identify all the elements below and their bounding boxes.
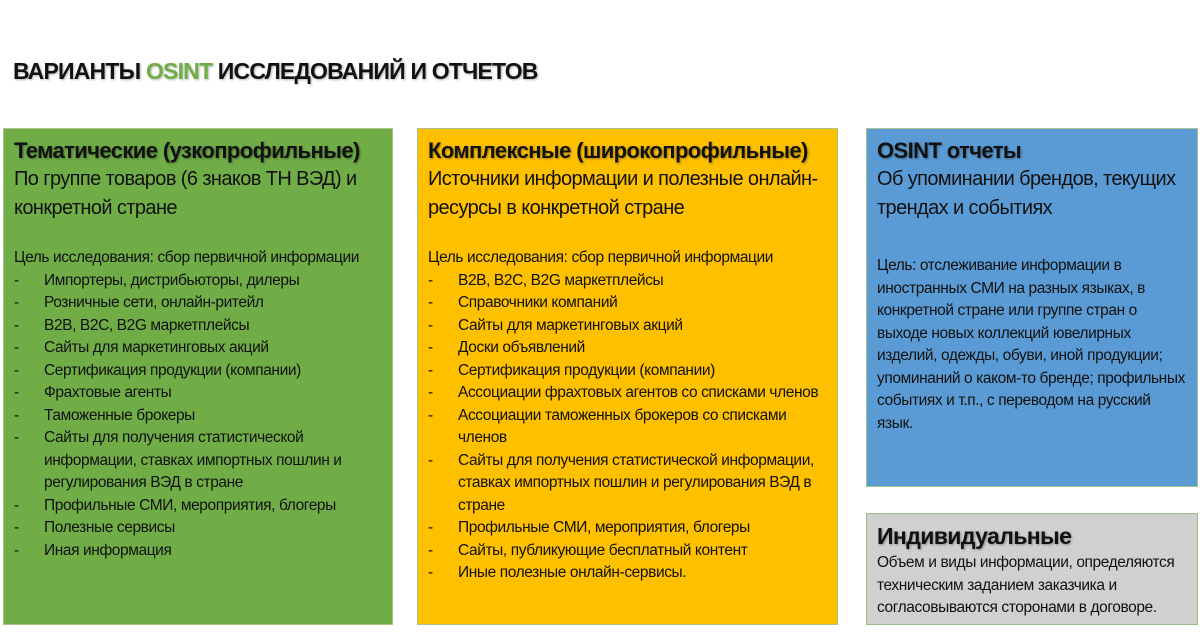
individual-text: Объем и виды информации, определяются техническим заданием заказчика и согласовываются сторонами в договоре. <box>877 554 1175 616</box>
list-item: - Сайты для маркетинговых акций <box>14 337 382 360</box>
list-item: - Профильные СМИ, мероприятия, блогеры <box>428 517 827 540</box>
list-item: - B2B, B2C, B2G маркетплейсы <box>428 270 827 293</box>
complex-list <box>428 270 827 585</box>
thematic-heading: Тематические (узкопрофильные) <box>14 138 360 163</box>
list-item: - Справочники компаний <box>428 292 827 315</box>
list-item: - Фрахтовые агенты <box>14 382 382 405</box>
list-item: - B2B, B2C, B2G маркетплейсы <box>14 315 382 338</box>
complex-card <box>417 128 838 625</box>
list-item: - Импортеры, дистрибьюторы, дилеры <box>14 270 382 293</box>
complex-goal: Цель исследования: сбор первичной информации <box>428 249 774 266</box>
list-item: - Сайты для получения статистической информации, ставках импортных пошлин и регулирования ВЭД в стране <box>14 427 382 495</box>
list-item: - Полезные сервисы <box>14 517 382 540</box>
list-item: - Таможенные брокеры <box>14 405 382 428</box>
list-item: - Сайты для маркетинговых акций <box>428 315 827 338</box>
list-item: - Сайты для получения статистической информации, ставках импортных пошлин и регулирования ВЭД в стране <box>428 450 827 518</box>
list-item: - Ассоциации таможенных брокеров со списками членов <box>428 405 827 450</box>
list-item: - Профильные СМИ, мероприятия, блогеры <box>14 495 382 518</box>
list-item: - Иная информация <box>14 540 382 563</box>
thematic-card <box>3 128 393 625</box>
thematic-list <box>14 270 382 563</box>
individual-card <box>866 513 1198 625</box>
list-item: - Сертификация продукции (компании) <box>428 360 827 383</box>
list-item: - Ассоциации фрахтовых агентов со списками членов <box>428 382 827 405</box>
page-title <box>13 58 538 85</box>
thematic-goal: Цель исследования: сбор первичной информации <box>14 249 360 266</box>
title-accent: OSINT <box>145 58 213 84</box>
thematic-subtitle: По группе товаров (6 знаков ТН ВЭД) и конкретной стране <box>14 168 357 219</box>
reports-subtitle: Об упоминании брендов, текущих трендах и событиях <box>877 168 1176 219</box>
title-part: ИССЛЕДОВАНИЙ И ОТЧЕТОВ <box>212 58 538 84</box>
reports-heading: OSINT отчеты <box>877 138 1022 163</box>
list-item: - Иные полезные онлайн-сервисы. <box>428 562 827 585</box>
individual-heading: Индивидуальные <box>877 523 1072 549</box>
list-item: - Сертификация продукции (компании) <box>14 360 382 383</box>
list-item: - Доски объявлений <box>428 337 827 360</box>
reports-card <box>866 128 1198 487</box>
reports-goal: Цель: отслеживание информации в иностранных СМИ на разных языках, в конкретной стране или группе стран о выходе новых коллекций ювелирных изделий, одежды, обуви, иной продукции; упоминаний о каком-то бренде; профильных событиях и т.п., с переводом на русский язык. <box>877 257 1185 432</box>
complex-heading: Комплексные (широкопрофильные) <box>428 138 808 163</box>
list-item: - Сайты, публикующие бесплатный контент <box>428 540 827 563</box>
list-item: - Розничные сети, онлайн-ритейл <box>14 292 382 315</box>
title-part: ВАРИАНТЫ <box>13 58 146 84</box>
complex-subtitle: Источники информации и полезные онлайн-ресурсы в конкретной стране <box>428 168 818 219</box>
